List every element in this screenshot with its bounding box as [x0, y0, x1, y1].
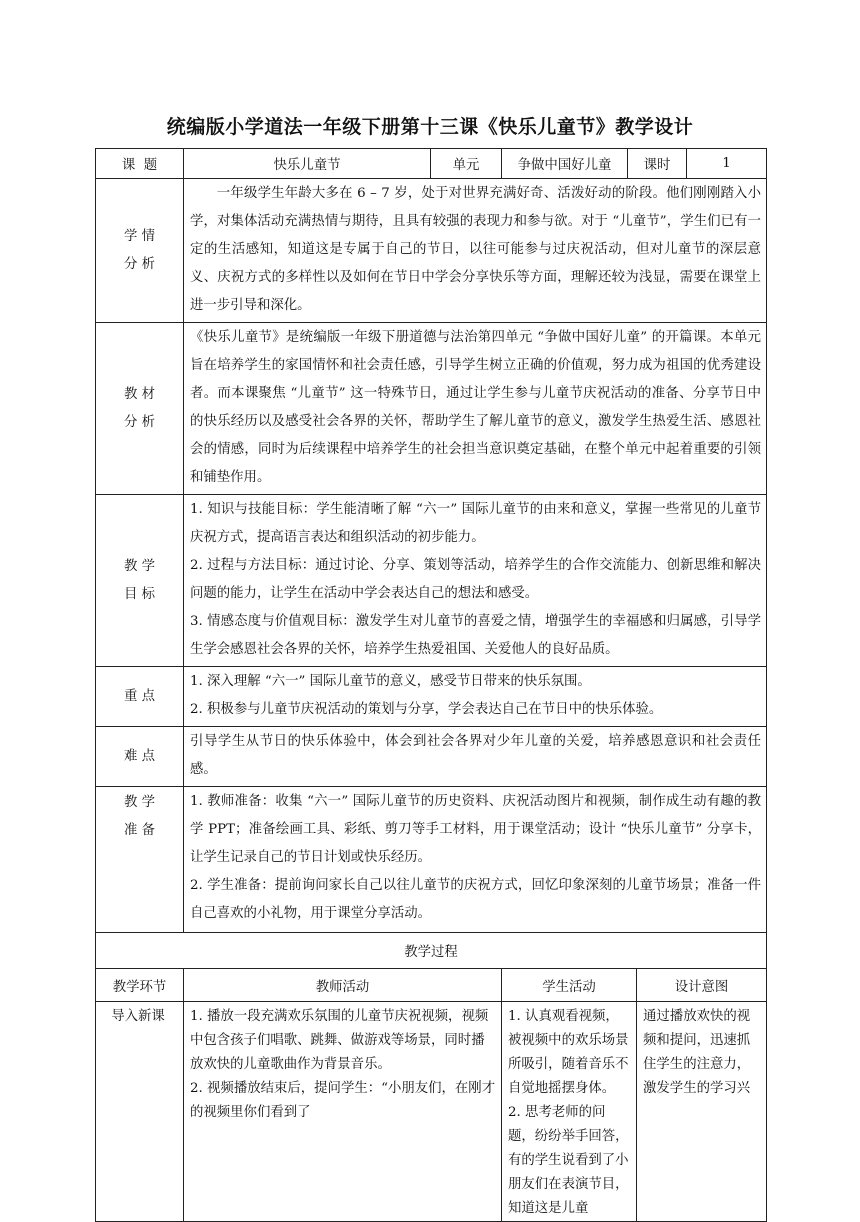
label-line: 教 材: [123, 386, 156, 402]
student-analysis-label: [96, 179, 184, 323]
key-points-label: 重 点: [96, 667, 184, 727]
process-heading-row: [96, 933, 767, 969]
preparation-row: [96, 787, 767, 933]
difficulties-label: 难 点: [96, 727, 184, 787]
material-analysis-text: [184, 323, 767, 495]
preparation-item: 2. 学生准备：提前询问家长自己以往儿童节的庆祝方式，回忆印象深刻的儿童节场景；准备一件自己喜欢的小礼物，用于课堂分享活动。: [190, 878, 762, 921]
goals-row: [96, 495, 767, 667]
paragraph: 一年级学生年龄大多在 6 – 7 岁，处于对世界充满好奇、活泼好动的阶段。他们刚刚踏入小学，对集体活动充满热情与期待，且具有较强的表现力和参与欲。对于 “儿童节”，学生们已有一定的生活感知，知道这是专属于自己的节日，以往可能参与过庆祝活动，但对儿童节的深层意义、庆祝方式的多样性以及如何在节日中学会分享快乐等方面，理解还较为浅显，需要在课堂上进一步引导和深化。: [190, 186, 762, 313]
preparation-item: 1. 教师准备：收集 “六一” 国际儿童节的历史资料、庆祝活动图片和视频，制作成生动有趣的教学 PPT；准备绘画工具、彩纸、剪刀等手工材料，用于课堂活动；设计 “快乐儿童节” 分享卡，让学生记录自己的节日计划或快乐经历。: [190, 794, 762, 865]
material-analysis-row: [96, 323, 767, 495]
hours-label: 课时: [628, 149, 687, 179]
teacher-activity-item: 1. 播放一段充满欢乐氛围的儿童节庆祝视频，视频中包含孩子们唱歌、跳舞、做游戏等场景，同时播放欢快的儿童歌曲作为背景音乐。: [190, 1009, 489, 1072]
info-row: [96, 149, 767, 179]
lesson-plan-table: [95, 148, 767, 1222]
label-line: 教 学: [123, 558, 156, 574]
student-activity-item: 1. 认真观看视频，被视频中的欢乐场景所吸引，随着音乐不自觉地摇摆身体。: [508, 1009, 629, 1096]
process-heading: 教学过程: [96, 933, 767, 969]
preparation-label: [96, 787, 184, 933]
column-header: 教师活动: [184, 969, 502, 1002]
paragraph: 引导学生从节日的快乐体验中，体会到社会各界对少年儿童的关爱，培养感恩意识和社会责任感。: [190, 734, 762, 777]
hours-value: 1: [687, 149, 767, 179]
student-analysis-row: [96, 179, 767, 323]
key-points-text: [184, 667, 767, 727]
teacher-activity-item: 2. 视频播放结束后，提问学生：“小朋友们，在刚才的视频里你们看到了: [190, 1081, 496, 1120]
difficulties-row: [96, 727, 767, 787]
lesson-label: 课 题: [96, 149, 184, 179]
difficulties-text: [184, 727, 767, 787]
goals-label: [96, 495, 184, 667]
column-header: 设计意图: [637, 969, 767, 1002]
label-line: 分 析: [123, 414, 156, 430]
key-points-row: [96, 667, 767, 727]
unit-value: 争做中国好儿童: [502, 149, 628, 179]
unit-label: 单元: [431, 149, 502, 179]
goal-item: 1. 知识与技能目标：学生能清晰了解 “六一” 国际儿童节的由来和意义，掌握一些常见的儿童节庆祝方式，提高语言表达和组织活动的初步能力。: [190, 502, 762, 545]
document-title: 统编版小学道法一年级下册第十三课《快乐儿童节》教学设计: [166, 116, 694, 138]
material-analysis-label: [96, 323, 184, 495]
goal-item: 3. 情感态度与价值观目标：激发学生对儿童节的喜爱之情，增强学生的幸福感和归属感，引导学生学会感恩社会各界的关怀，培养学生热爱祖国、关爱他人的良好品质。: [190, 614, 762, 657]
student-activity-item: 2. 思考老师的问题，纷纷举手回答，有的学生说看到了小朋友们在表演节目，知道这是儿童: [508, 1105, 629, 1216]
goals-text: [184, 495, 767, 667]
paragraph: 《快乐儿童节》是统编版一年级下册道德与法治第四单元 “争做中国好儿童” 的开篇课。本单元旨在培养学生的家国情怀和社会责任感，引导学生树立正确的价值观，努力成为祖国的优秀建设者。而本课聚焦 “儿童节” 这一特殊节日，通过让学生参与儿童节庆祝活动的准备、分享节日中的快乐经历以及感受社会各界的关怀，帮助学生了解儿童节的意义，激发学生热爱生活、感恩社会的情感，同时为后续课程中培养学生的社会担当意识奠定基础，在整个单元中起着重要的引领和铺垫作用。: [190, 330, 762, 485]
student-analysis-text: [184, 179, 767, 323]
lesson-value: 快乐儿童节: [184, 149, 431, 179]
key-point-item: 1. 深入理解 “六一” 国际儿童节的意义，感受节日带来的快乐氛围。: [190, 674, 591, 689]
teacher-activity-cell: [184, 1002, 502, 1222]
label-line: 教 学: [123, 795, 156, 810]
column-header: 教学环节: [96, 969, 184, 1002]
key-point-item: 2. 积极参与儿童节庆祝活动的策划与分享，学会表达自己在节日中的快乐体验。: [190, 702, 663, 717]
column-header: 学生活动: [502, 969, 637, 1002]
stage-cell: 导入新课: [96, 1002, 184, 1222]
label-line: 学 情: [123, 228, 156, 244]
student-activity-cell: [502, 1002, 637, 1222]
process-row: [96, 1002, 767, 1222]
label-line: 分 析: [123, 256, 156, 272]
label-line: 目 标: [123, 586, 156, 602]
preparation-text: [184, 787, 767, 933]
process-header-row: [96, 969, 767, 1002]
goal-item: 2. 过程与方法目标：通过讨论、分享、策划等活动，培养学生的合作交流能力、创新思维和解决问题的能力，让学生在活动中学会表达自己的想法和感受。: [190, 558, 762, 601]
label-line: 准 备: [123, 823, 156, 838]
design-intent-cell: 通过播放欢快的视频和提问，迅速抓住学生的注意力，激发学生的学习兴: [637, 1002, 767, 1222]
